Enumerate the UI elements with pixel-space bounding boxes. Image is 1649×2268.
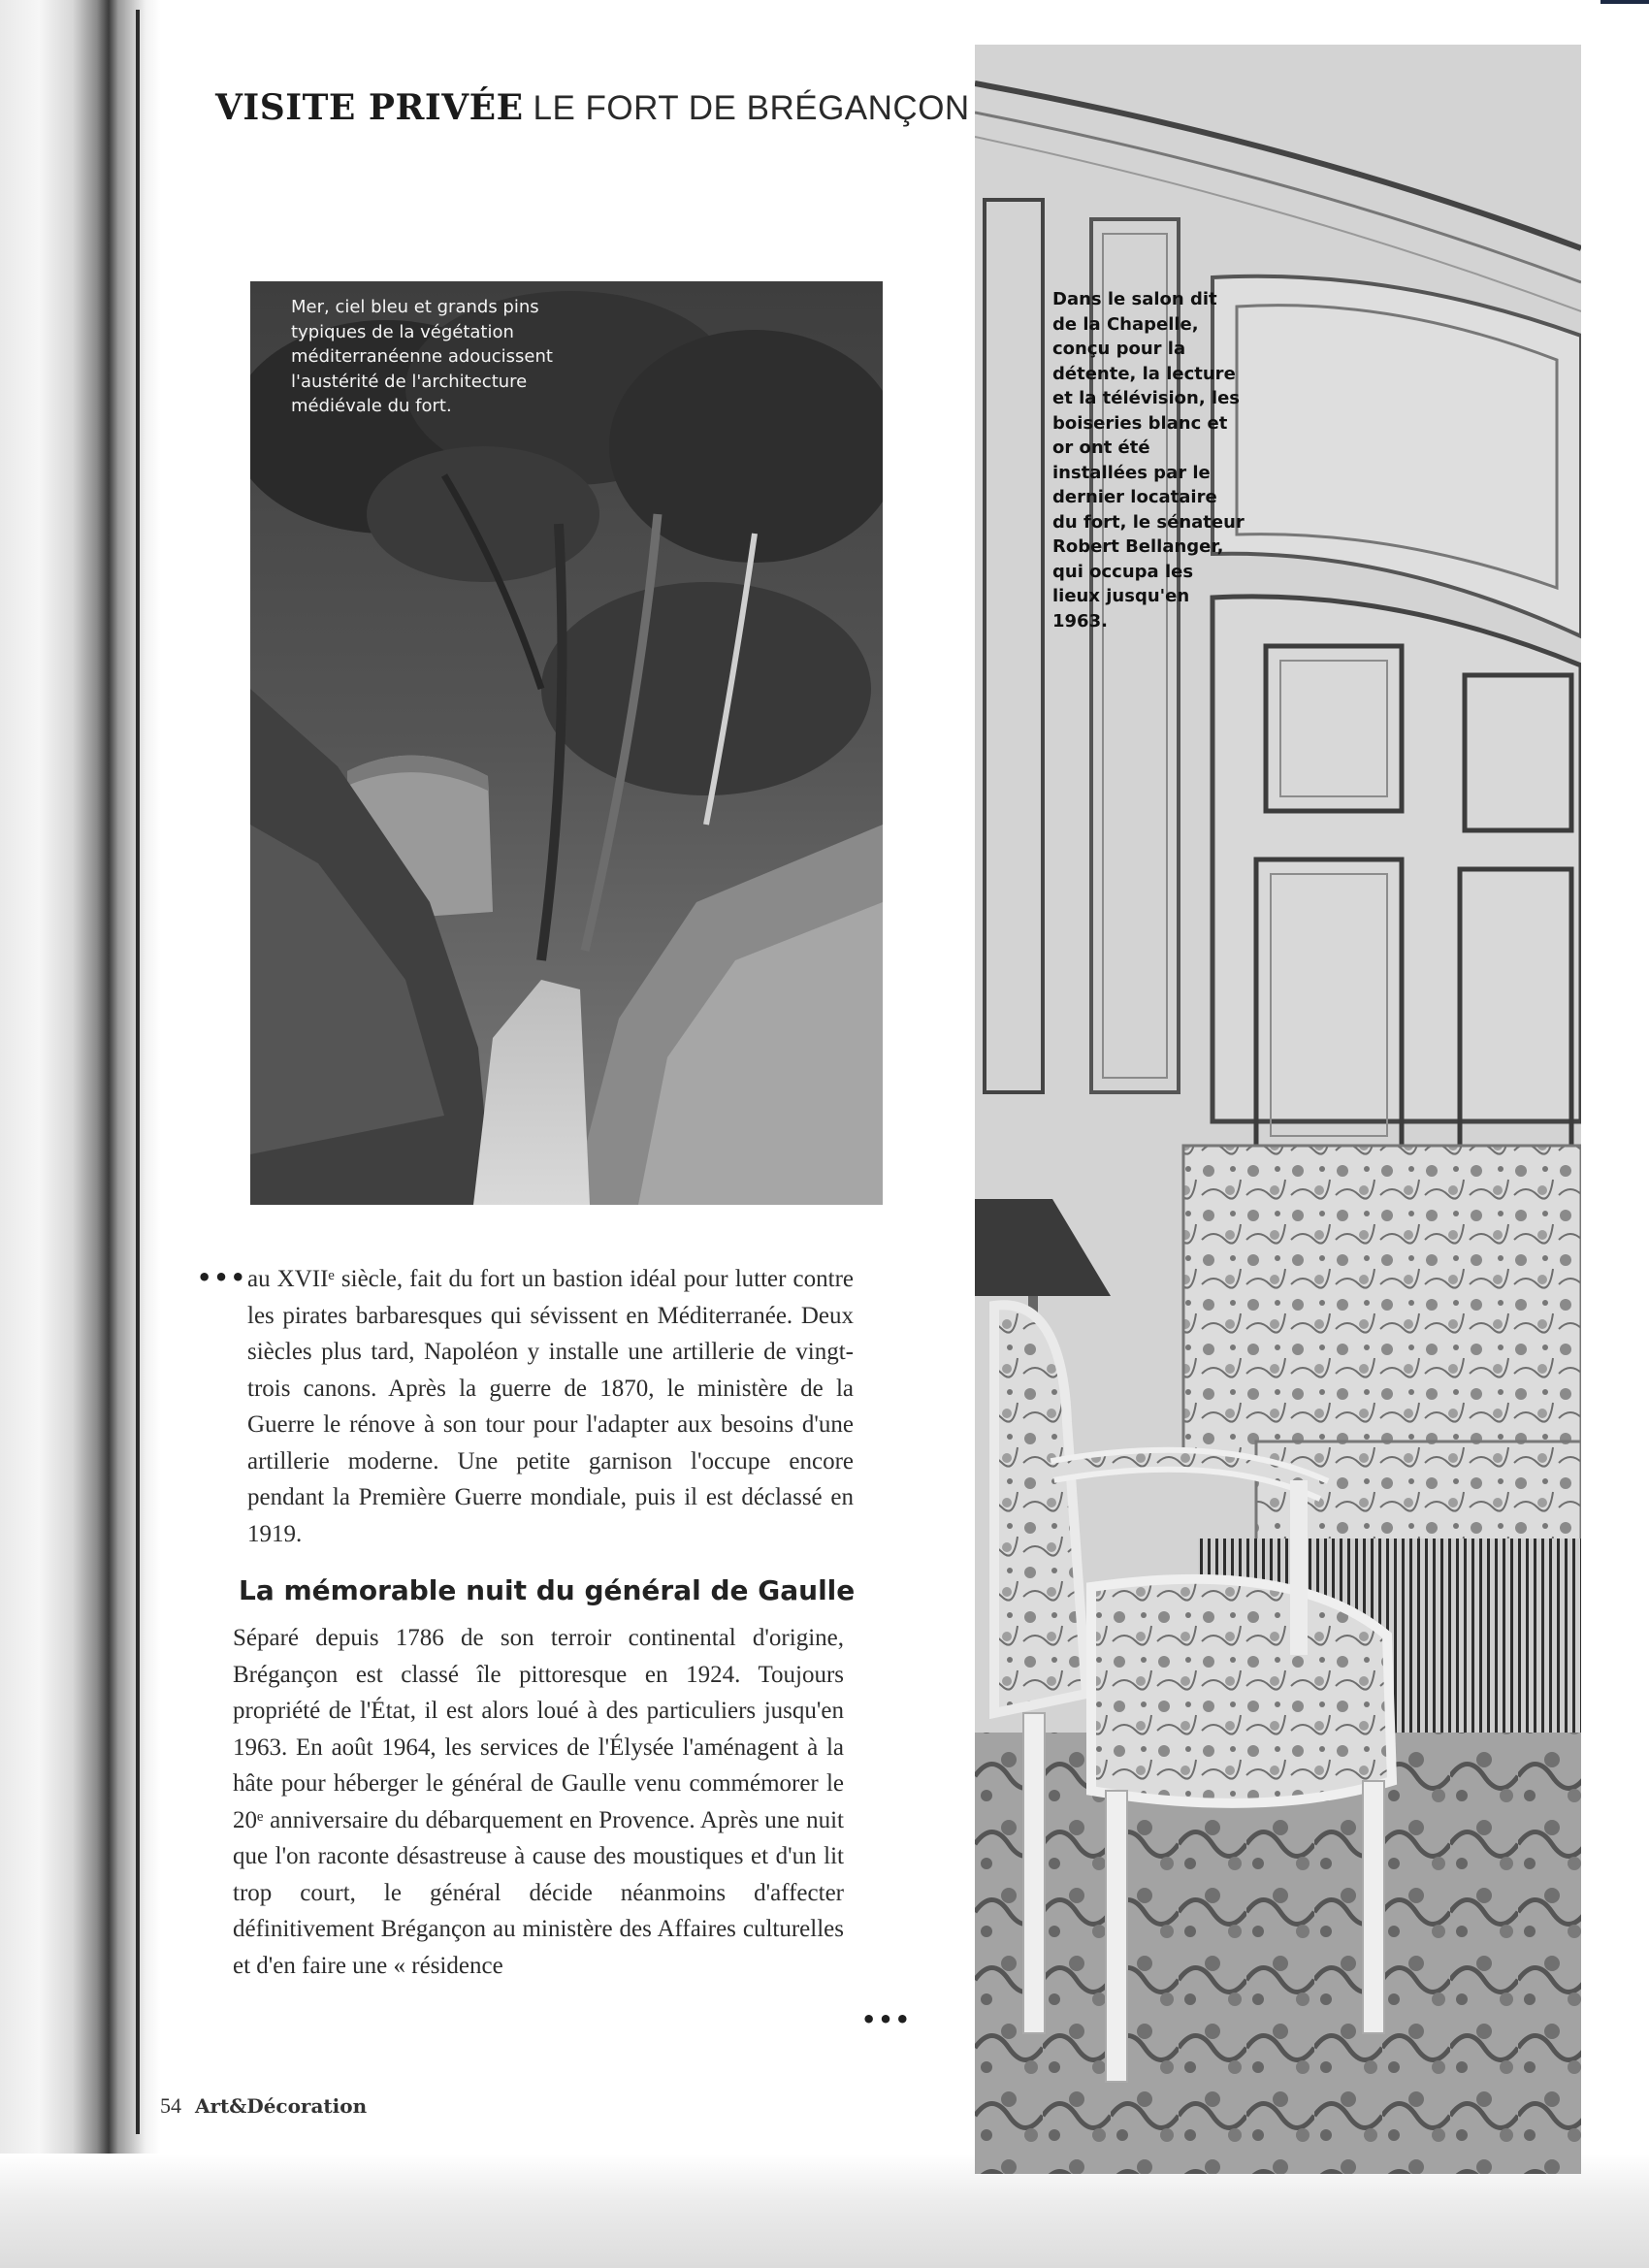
scan-corner-mark <box>1600 0 1649 4</box>
continuation-marker-end: ••• <box>861 2006 913 2033</box>
body-paragraph-1: au XVIIᵉ siècle, fait du fort un bastion idéal pour lutter contre les pirates barbaresques qui sévissent en Méditerranée. Deux siècles plus tard, Napoléon y installe une artillerie de vingt-trois canons. Après la guerre de 1870, le ministère de la Guerre le rénove à son tour pour l'adapter aux besoins d'une artillerie moderne. Une petite garnison l'occupe encore pendant la Première Guerre mondiale, puis il est déclassé en 1919. <box>247 1266 854 1547</box>
photo-fort-path <box>250 281 883 1205</box>
article-title: LE FORT DE BRÉGANÇON <box>533 89 970 127</box>
magazine-masthead: Art&Décoration <box>195 2094 368 2118</box>
photo-caption-right: Dans le salon dit de la Chapelle, conçu pour la détente, la lecture et la télévision, les boiseries blanc et or ont été installées par le dernier locataire du fort, le sénateur Robert Bellanger, qui occupa les lieux jusqu'en 1963. <box>1052 289 1245 632</box>
section-rubric: VISITE PRIVÉE <box>215 87 524 128</box>
page-number: 54 <box>160 2093 181 2118</box>
body-paragraph-2: Séparé depuis 1786 de son terroir continental d'origine, Brégançon est classé île pittoresque en 1924. Toujours propriété de l'État, il est alors loué à des particuliers jusqu'en 1963. En août 1964, les services de l'Élysée l'aménagent à la hâte pour héberger le général de Gaulle venu commémorer le 20ᵉ anniversaire du débarquement en Provence. Après une nuit que l'on raconte désastreuse à cause des moustiques et d'un lit trop court, le général décide néanmoins d'affecter définitivement Brégançon au ministère des Affaires culturelles et d'en faire une « résidence <box>233 1625 844 1979</box>
page-footer <box>160 2093 367 2119</box>
binding-edge <box>136 10 140 2134</box>
article-header <box>215 87 970 128</box>
section-subheading: La mémorable nuit du général de Gaulle <box>239 1574 856 1606</box>
photo-caption-left: Mer, ciel bleu et grands pins typiques de la végétation méditerranéenne adoucissent l'austérité de l'architecture médiévale du fort. <box>291 297 553 416</box>
continuation-marker-start: ••• <box>197 1264 248 1291</box>
